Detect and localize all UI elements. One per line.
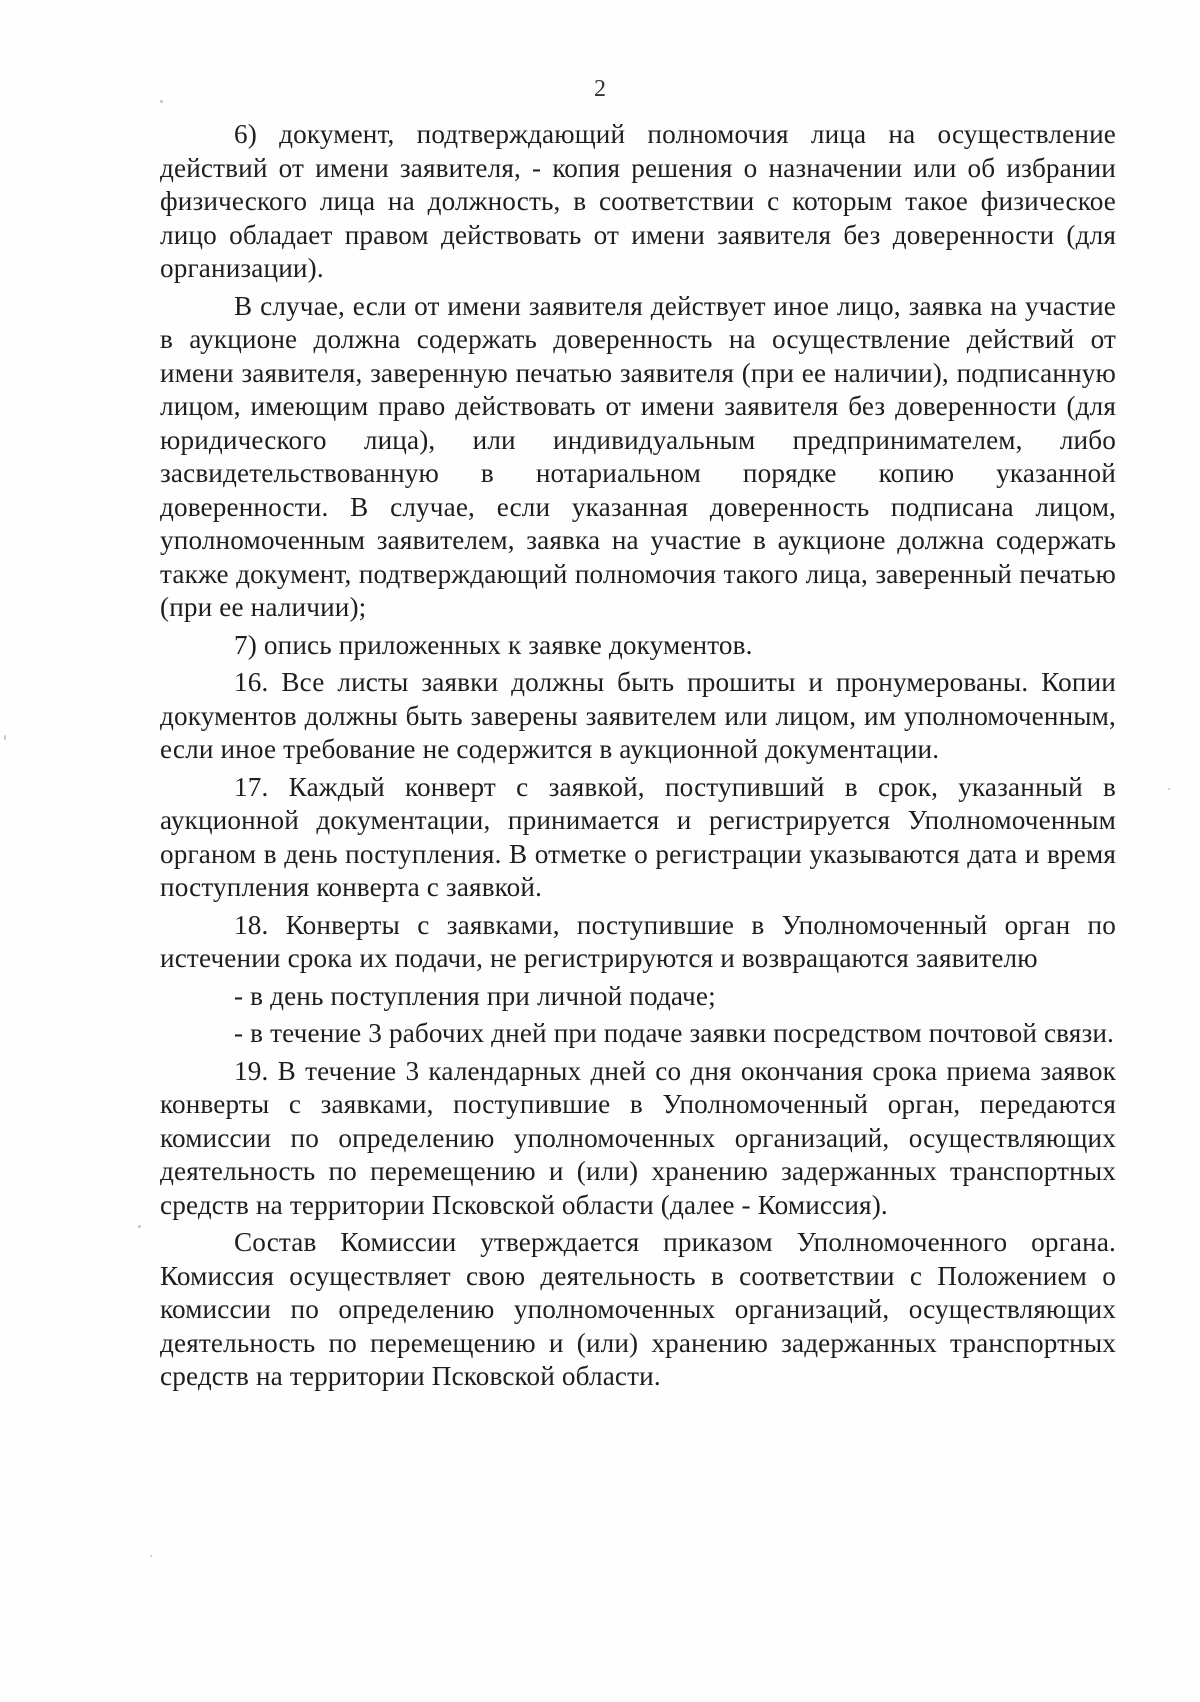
page-number: 2: [594, 76, 606, 102]
paragraph-dash-personal-delivery: - в день поступления при личной подаче;: [234, 980, 716, 1011]
paragraph-clause-17: 17. Каждый конверт с заявкой, поступивший в срок, указанный в аукционной документации, принимается и регистрируется Уполномоченным органом в день поступления. В отметке о регистрации указываются дата и время поступления конверта с заявкой.: [160, 771, 1116, 902]
paragraph-item-6-authority-document: 6) документ, подтверждающий полномочия лица на осуществление действий от имени заявителя, - копия решения о назначении или об избрании физического лица на должность, в соответствии с которым такое физическое лицо обладает правом действовать от имени заявителя без доверенности (для организации).: [160, 119, 1116, 283]
paragraph-item-7-inventory: 7) опись приложенных к заявке документов.: [234, 629, 753, 660]
scan-speck: [1168, 788, 1170, 790]
document-body: [160, 118, 1116, 1398]
paragraph-clause-16: 16. Все листы заявки должны быть прошиты и пронумерованы. Копии документов должны быть заверены заявителем или лицом, им уполномоченным, если иное требование не содержится в аукционной документации.: [160, 667, 1116, 764]
paragraph-clause-19: 19. В течение 3 календарных дней со дня окончания срока приема заявок конверты с заявками, поступившие в Уполномоченный орган, передаются комиссии по определению уполномоченных организаций, осуществляющих деятельность по перемещению и (или) хранению задержанных транспортных средств на территории Псковской области (далее - Комиссия).: [160, 1055, 1116, 1220]
scan-speck: [138, 1225, 141, 1228]
scan-speck: [150, 1555, 152, 1557]
scan-speck: [4, 735, 6, 740]
paragraph-dash-postal-delivery: - в течение 3 рабочих дней при подаче заявки посредством почтовой связи.: [234, 1018, 1115, 1048]
paragraph-power-of-attorney: В случае, если от имени заявителя действует иное лицо, заявка на участие в аукционе должна содержать доверенность на осуществление действий от имени заявителя, заверенную печатью заявителя (при ее наличии), подписанную лицом, имеющим право действовать от имени заявителя без доверенности (для юридического лица), или индивидуальным предпринимателем, либо засвидетельствованную в нотариальном порядке копию указанной доверенности. В случае, если указанная доверенность подписана лицом, уполномоченным заявителем, заявка на участие в аукционе должна содержать также документ, подтверждающий полномочия такого лица, заверенный печатью (при ее наличии);: [160, 290, 1116, 622]
scan-speck: [160, 100, 163, 103]
paragraph-clause-18: 18. Конверты с заявками, поступившие в Уполномоченный орган по истечении срока их подачи, не регистрируются и возвращаются заявителю: [160, 909, 1116, 973]
paragraph-commission-composition: Состав Комиссии утверждается приказом Уполномоченного органа. Комиссия осуществляет свою деятельность в соответствии с Положением о комиссии по определению уполномоченных организаций, осуществляющих деятельность по перемещению и (или) хранению задержанных транспортных средств на территории Псковской области.: [160, 1227, 1116, 1391]
